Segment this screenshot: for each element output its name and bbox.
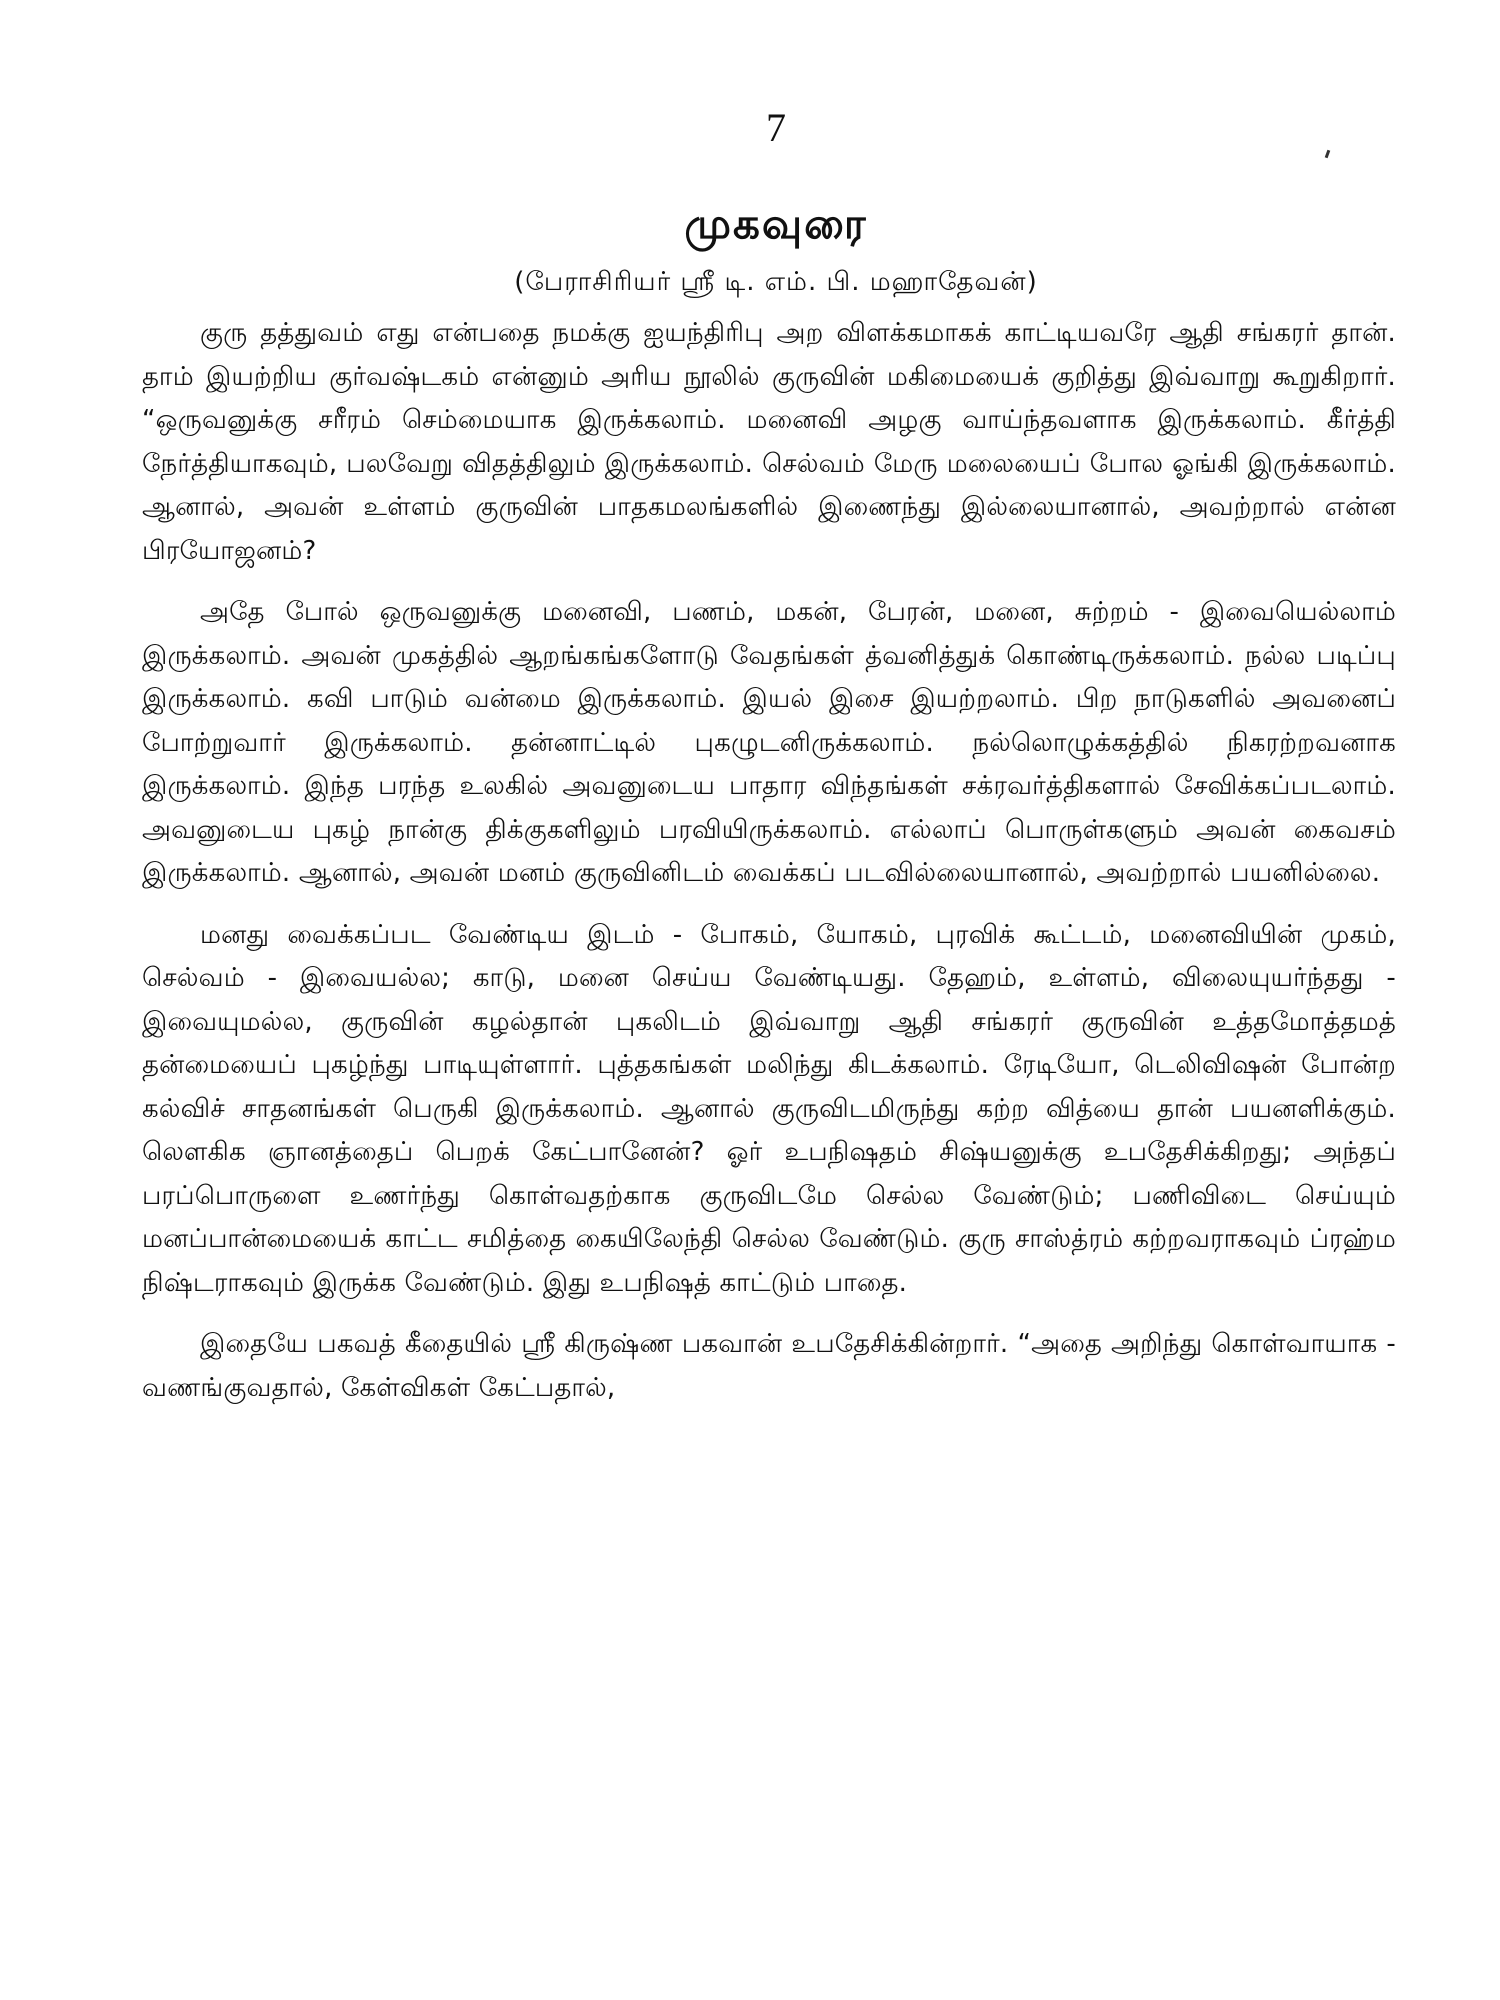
body-text	[142, 312, 1396, 1410]
page-number: 7	[766, 105, 786, 150]
paragraph-3: மனது வைக்கப்பட வேண்டிய இடம் - போகம், யோகம், புரவிக் கூட்டம், மனைவியின் முகம், செல்வம் - இவையல்ல; காடு, மனை செய்ய வேண்டியது. தேஹம், உள்ளம், விலையுயர்ந்தது - இவையுமல்ல, குருவின் கழல்தான் புகலிடம் இவ்வாறு ஆதி சங்கரர் குருவின் உத்தமோத்தமத் தன்மையைப் புகழ்ந்து பாடியுள்ளார். புத்தகங்கள் மலிந்து கிடக்கலாம். ரேடியோ, டெலிவிஷன் போன்ற கல்விச் சாதனங்கள் பெருகி இருக்கலாம். ஆனால் குருவிடமிருந்து கற்ற வித்யை தான் பயனளிக்கும். லௌகிக ஞானத்தைப் பெறக் கேட்பானேன்? ஓர் உபநிஷதம் சிஷ்யனுக்கு உபதேசிக்கிறது; அந்தப் பரப்பொருளை உணர்ந்து கொள்வதற்காக குருவிடமே செல்ல வேண்டும்; பணிவிடை செய்யும் மனப்பான்மையைக் காட்ட சமித்தை கையிலேந்தி செல்ல வேண்டும். குரு சாஸ்த்ரம் கற்றவராகவும் ப்ரஹ்ம நிஷ்டராகவும் இருக்க வேண்டும். இது உபநிஷத் காட்டும் பாதை.	[142, 919, 1396, 1298]
paragraph-4: இதையே பகவத் கீதையில் ஸ்ரீ கிருஷ்ண பகவான் உபதேசிக்கின்றார். “அதை அறிந்து கொள்வாயாக - வணங்குவதால், கேள்விகள் கேட்பதால்,	[142, 1329, 1396, 1403]
page-title: முகவுரை	[684, 199, 868, 248]
paragraph-2: அதே போல் ஒருவனுக்கு மனைவி, பணம், மகன், பேரன், மனை, சுற்றம் - இவையெல்லாம் இருக்கலாம். அவன் முகத்தில் ஆறங்கங்களோடு வேதங்கள் த்வனித்துக் கொண்டிருக்கலாம். நல்ல படிப்பு இருக்கலாம். கவி பாடும் வன்மை இருக்கலாம். இயல் இசை இயற்றலாம். பிற நாடுகளில் அவனைப் போற்றுவார் இருக்கலாம். தன்னாட்டில் புகழுடனிருக்கலாம். நல்லொழுக்கத்தில் நிகரற்றவனாக இருக்கலாம். இந்த பரந்த உலகில் அவனுடைய பாதார விந்தங்கள் சக்ரவர்த்திகளால் சேவிக்கப்படலாம். அவனுடைய புகழ் நான்கு திக்குகளிலும் பரவியிருக்கலாம். எல்லாப் பொருள்களும் அவன் கைவசம் இருக்கலாம். ஆனால், அவன் மனம் குருவினிடம் வைக்கப் படவில்லையானால், அவற்றால் பயனில்லை.	[142, 597, 1396, 888]
paragraph-1: குரு தத்துவம் எது என்பதை நமக்கு ஐயந்திரிபு அற விளக்கமாகக் காட்டியவரே ஆதி சங்கரர் தான். தாம் இயற்றிய குர்வஷ்டகம் என்னும் அரிய நூலில் குருவின் மகிமையைக் குறித்து இவ்வாறு கூறுகிறார். “ஒருவனுக்கு சரீரம் செம்மையாக இருக்கலாம். மனைவி அழகு வாய்ந்தவளாக இருக்கலாம். கீர்த்தி நேர்த்தியாகவும், பலவேறு விதத்திலும் இருக்கலாம். செல்வம் மேரு மலையைப் போல ஓங்கி இருக்கலாம். ஆனால், அவன் உள்ளம் குருவின் பாதகமலங்களில் இணைந்து இல்லையானால், அவற்றால் என்ன பிரயோஜனம்?	[142, 318, 1396, 566]
author-subtitle: (பேராசிரியர் ஸ்ரீ டி. எம். பி. மஹாதேவன்)	[514, 267, 1038, 297]
